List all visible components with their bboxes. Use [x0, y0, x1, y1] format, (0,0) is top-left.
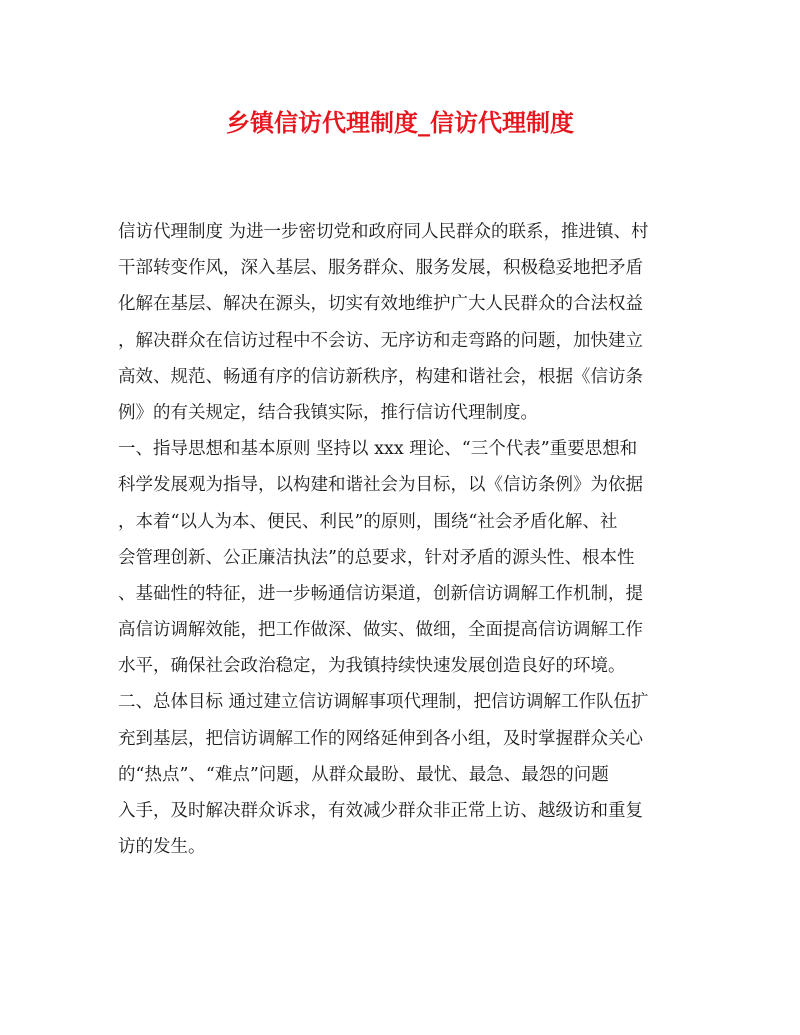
body-line: 信访代理制度 为进一步密切党和政府同人民群众的联系，推进镇、村	[118, 222, 649, 242]
body-line: 的“热点”、“难点”问题，从群众最盼、最忧、最急、最怨的问题	[118, 764, 609, 785]
body-line: 例》的有关规定，结合我镇实际，推行信访代理制度。	[118, 402, 538, 423]
body-line: 访的发生。	[118, 837, 206, 858]
body-line: 高信访调解效能，把工作做深、做实、做细，全面提高信访调解工作	[118, 620, 643, 641]
body-line: ，解决群众在信访过程中不会访、无序访和走弯路的问题，加快建立	[118, 330, 643, 351]
body-line: 高效、规范、畅通有序的信访新秩序，构建和谐社会，根据《信访条	[118, 366, 643, 387]
document-title: 乡镇信访代理制度_信访代理制度	[226, 108, 574, 137]
body-line: 科学发展观为指导，以构建和谐社会为目标，以《信访条例》为依据	[118, 475, 643, 496]
body-line: 会管理创新、公正廉洁执法”的总要求，针对矛盾的源头性、根本性	[118, 547, 635, 568]
body-line: 一、指导思想和基本原则 坚持以 xxx 理论、“三个代表”重要思想和	[118, 439, 638, 460]
body-line: 水平，确保社会政治稳定，为我镇持续快速发展创造良好的环境。	[118, 656, 626, 677]
body-line: 充到基层，把信访调解工作的网络延伸到各小组，及时掌握群众关心	[118, 728, 643, 749]
body-line: 化解在基层、解决在源头，切实有效地维护广大人民群众的合法权益	[118, 294, 643, 315]
document-body	[118, 214, 683, 865]
body-line: 入手，及时解决群众诉求，有效减少群众非正常上访、越级访和重复	[118, 801, 643, 821]
body-line: 干部转变作风，深入基层、服务群众、服务发展，积极稳妥地把矛盾	[118, 258, 643, 279]
body-line: 、基础性的特征，进一步畅通信访渠道，创新信访调解工作机制，提	[118, 583, 643, 604]
body-line: ，本着“以人为本、便民、利民”的原则，围绕“社会矛盾化解、社	[118, 511, 618, 532]
body-line: 二、总体目标 通过建立信访调解事项代理制，把信访调解工作队伍扩	[118, 692, 649, 713]
